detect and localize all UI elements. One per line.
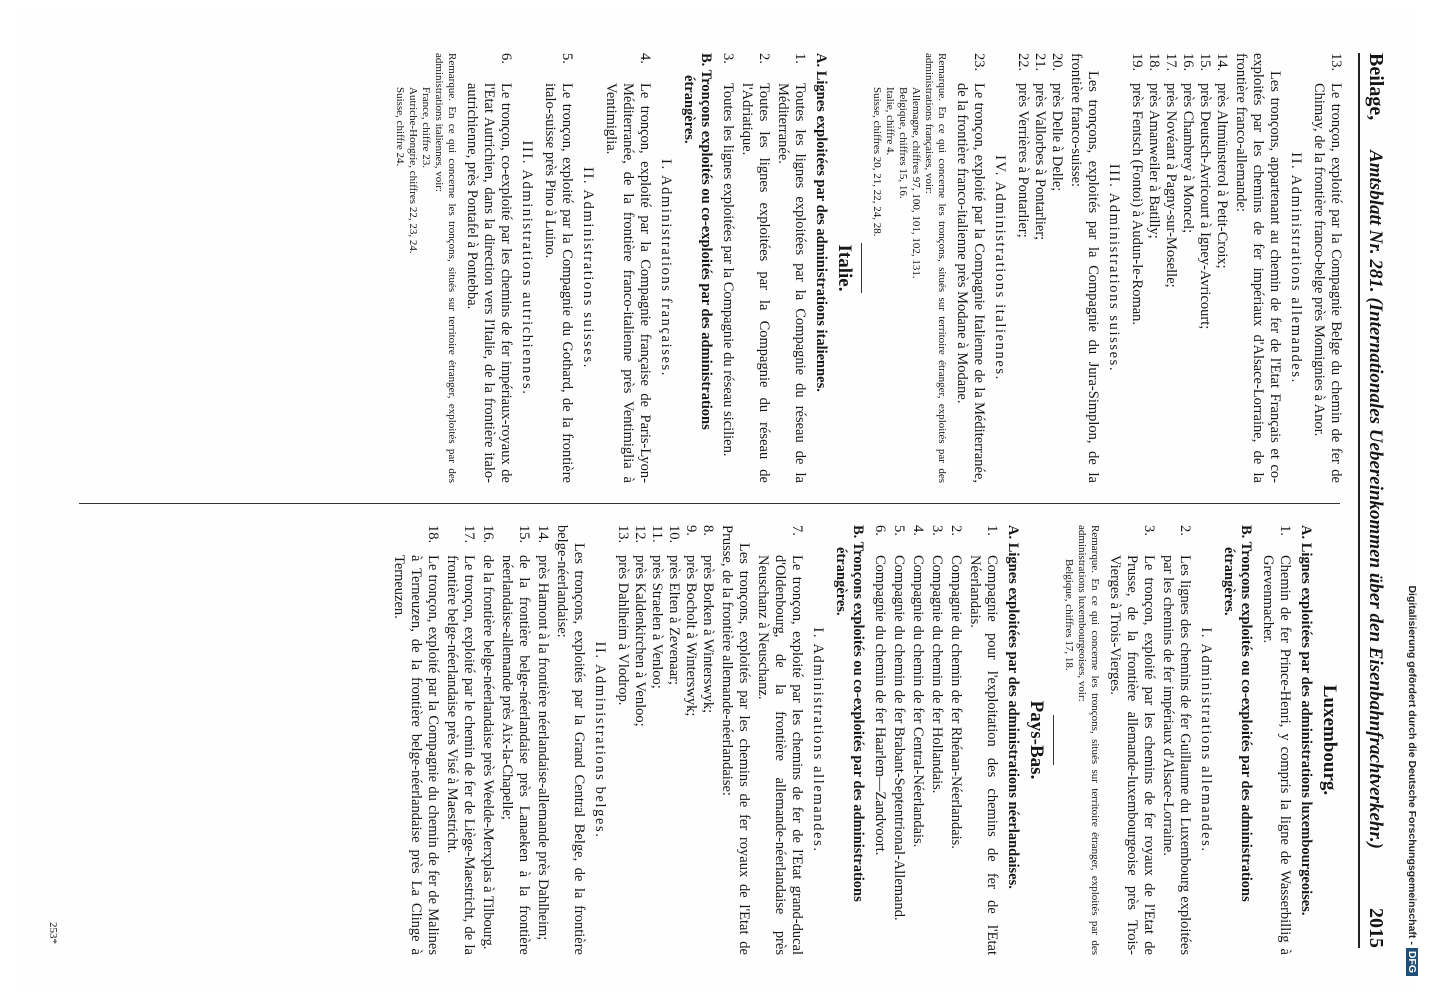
list-item: 3. Toutes les lignes exploitées par la Compagnie du réseau sicilien. — [719, 52, 736, 456]
column-divider — [79, 503, 1340, 504]
heading-administrations-allemandes: II. Administrations allemandes. — [1287, 151, 1304, 384]
right-column — [74, 525, 1344, 955]
list-item: 2. Compagnie du chemin de fer Rhénan-Néerlandais. — [947, 524, 964, 849]
list-item: 5. Compagnie du chemin de fer Brabant-Septentrional-Allemand. — [890, 524, 907, 921]
station-item: 9. près Bocholt à Winterswyk; — [682, 524, 699, 716]
header-title: Amtsblatt Nr. 281. (Internationales Uebereinkommen über den Eisenbahnfrachtverkehr.) — [1364, 149, 1386, 849]
page-header — [1358, 53, 1406, 948]
list-item: 23. Le tronçon, exploité par la Compagnie Italienne de la Méditerranée, de la frontière franco-italienne près Modane à Modane. — [953, 52, 987, 483]
credit-text: Digitalisierung gefördert durch die Deutsche Forschungsgemeinschaft - — [1406, 585, 1418, 945]
list-item: 13. Le tronçon, exploité par la Compagnie Belge du chemin de fer de Chimay, de la frontière franco-belge près Momignies à Anor. — [1310, 52, 1344, 483]
list-item: 1. Chemin de fer Prince-Henri, y compris la ligne de Wasserbillig à Grevenmacher. — [1259, 524, 1293, 955]
subsection-heading: A. Lignes exploitées par des administrations luxembourgeoises. — [1297, 524, 1314, 915]
list-item: 1. Compagnie pour l'exploitation des chemins de fer de l'Etat Néerlandais. — [966, 524, 1000, 955]
subsection-heading: B. Tronçons exploités ou co-exploités par des administrations étrangères. — [680, 52, 714, 430]
heading-administrations-francaises: I. Administrations françaises. — [657, 158, 674, 377]
list-item: 6. Le tronçon, co-exploité par les chemins de fer impériaux-royaux de l'Etat Autrichien, dans la direction vers l'Italie, de la frontière italo-autrichienne, près Pontafel à Pontebba. — [463, 52, 514, 483]
station-list — [1128, 53, 1230, 483]
heading-administrations-allemandes: I. Administrations allemandes. — [1197, 626, 1214, 853]
station-item: 20. près Delle à Delle; — [1048, 52, 1065, 191]
heading-administrations-italiennes: IV. Administrations italiennes. — [991, 154, 1008, 381]
list-item: 6. Compagnie du chemin de fer Haarlem—Zandvoort. — [871, 524, 888, 855]
paragraph: Les tronçons, exploités par la Grand Central Belge, de la frontière belge-néerlandaise: — [553, 524, 587, 955]
station-list — [1014, 53, 1065, 483]
list-item: 3. Le tronçon, exploité par les chemins de fer royaux de l'Etat de Prusse, de la frontière allemande-luxembourgeoise près Trois-Vierges à Trois-Vierges. — [1106, 524, 1157, 955]
station-item: 16. près Chambrey à Moncel; — [1179, 52, 1196, 233]
paragraph: Les tronçons, appartenant au chemin de fer de l'Etat Français et co-exploités par les chemins de fer impériaux d'Alsace-Lorraine, de la frontière franco-allemande: — [1232, 52, 1283, 483]
page-number: 2015 — [1364, 907, 1387, 948]
heading-administrations-suisses: III. Administrations suisses. — [1105, 163, 1122, 372]
station-item: 13. près Dahlheim à Vlodrop. — [614, 524, 631, 705]
footer-code: 253* — [46, 921, 59, 944]
list-item: 15. de la frontière belge-néerlandaise près Lanaeken à la frontière néerlandaise-allemande près Aix-la-Chapelle; — [498, 524, 532, 955]
list-item: 5. Le tronçon, exploité par la Compagnie du Gothard, de la frontière italo-suisse près Pino à Luino. — [541, 52, 575, 483]
section-title-italie: Italie. — [833, 244, 855, 291]
remark-note: Remarque. En ce qui concerne les tronçons, situés sur territoire étranger, exploités par des administrations luxembourgeoises, voir: Belgique, chiffres 17, 18. — [1062, 524, 1101, 955]
paragraph: Les tronçons, exploités par la Compagnie du Jura-Simplon, de la frontière franco-suisse: — [1067, 52, 1101, 483]
station-item: 8. près Borken à Winterswyk; — [699, 524, 716, 713]
dfg-logo: DFG — [1406, 948, 1418, 976]
subsection-heading: B. Tronçons exploités ou co-exploités par des administrations étrangères. — [832, 524, 866, 902]
list-item: 2. Toutes les lignes exploitées par la Compagnie du réseau de l'Adriatique. — [738, 52, 772, 483]
list-item: 4. Le tronçon, exploité par la Compagnie française de Paris-Lyon-Méditerranée, de la frontière franco-italienne près Ventimiglia à Ventimiglia. — [602, 52, 653, 483]
section-title-luxembourg: Luxembourg. — [1318, 684, 1340, 795]
station-item: 14. près Altmünsterol à Petit-Croix; — [1213, 52, 1230, 269]
list-item: 4. Compagnie du chemin de fer Central-Néerlandais. — [909, 524, 926, 847]
station-item: 10. près Elten à Zevenaar; — [665, 524, 682, 685]
digitization-credit — [1404, 6, 1418, 976]
list-item: 3. Compagnie du chemin de fer Hollandais. — [928, 524, 945, 793]
rotated-document-page — [19, 13, 1414, 988]
remark-note: Remarque. En ce qui concerne les tronçons, situés sur territoire étranger, exploités par des administrations françaises, voir: Allemagne, chiffres 97, 100, 101, 102, 131. Belgique, chiffres 15, 16. Italie, chiffre 4. Suisse, chiffres 20, 21, 22, 24, 28. — [870, 52, 948, 483]
station-item: 15. près Deutsch-Avricourt à Igney-Avricourt; — [1196, 52, 1213, 329]
list-item: 7. Le tronçon, exploité par les chemins de fer de l'Etat grand-ducal d'Oldenbourg, de la frontière allemande-néerlandaise près Neuschanz à Neuschanz. — [754, 524, 805, 955]
list-item: 2. Les lignes des chemins de fer Guillaume du Luxembourg exploitées par les chemins de fer impériaux d'Alsace-Lorraine. — [1159, 524, 1193, 955]
remark-note: Remarque. En ce qui concerne les tronçons, situés sur territoire étranger, exploités par des administrations italiennes, voir: France, chiffre 23. Autriche-Hongrie, chiffres 22, 23, 24. Suisse, chiffre 24. — [393, 52, 458, 483]
heading-administrations-allemandes: I. Administrations allemandes. — [809, 626, 826, 853]
station-item: 12. près Kaldenkirchen à Venloo; — [631, 524, 648, 727]
station-item: 17. près Novéant à Pagny-sur-Moselle; — [1162, 52, 1179, 288]
section-divider — [861, 243, 862, 293]
station-item: 11. près Straelen à Venloo; — [648, 524, 665, 689]
folio-label: Beilage, — [1364, 52, 1387, 120]
station-item: 22. près Verrières à Pontarlier; — [1014, 52, 1031, 238]
paragraph: Les tronçons, exploités par les chemins de fer royaux de l'Etat de Prusse, de la frontière allemande-néerlandaise: — [718, 524, 752, 955]
left-column — [74, 53, 1344, 483]
subsection-heading: B. Tronçons exploités ou co-exploités par des administrations étrangères. — [1220, 524, 1254, 902]
station-item: 21. près Vallorbes à Pontarlier; — [1031, 52, 1048, 240]
subsection-heading: A. Lignes exploitées par des administrations néerlandaises. — [1004, 524, 1021, 889]
station-item: 19. près Fentsch (Fontoi) à Audun-le-Roman. — [1128, 52, 1145, 325]
list-item: 18. Le tronçon, exploité par la Compagnie du chemin de fer de Malines à Terneuzen, de la frontière belge-néerlandaise près La Clinge à Terneuzen. — [390, 524, 441, 955]
list-item: 17. Le tronçon, exploité par le chemin de fer de Liège-Maestricht, de la frontière belge-néerlandaise près Visé à Maestricht. — [443, 524, 477, 955]
section-title-pays-bas: Pays-Bas. — [1025, 700, 1047, 779]
list-item: 16. de la frontière belge-néerlandaise près Weelde-Merxplas à Tilbourg. — [479, 524, 496, 949]
heading-administrations-autrichiennes: III. Administrations autrichiennes. — [518, 140, 535, 395]
station-item: 18. près Amanweiler à Batilly; — [1145, 52, 1162, 239]
subsection-heading: A. Lignes exploitées par des administrations italiennes. — [812, 52, 829, 392]
list-item: 1. Toutes les lignes exploitées par la Compagnie du réseau de la Méditerranée. — [774, 52, 808, 483]
section-divider — [1053, 715, 1054, 765]
heading-administrations-belges: II. Administrations belges. — [591, 640, 608, 839]
list-item: 14. près Hamont à la frontière néerlandaise-allemande près Dahlheim; — [534, 524, 551, 940]
station-list — [614, 525, 716, 955]
heading-administrations-suisses: II. Administrations suisses. — [579, 166, 596, 369]
